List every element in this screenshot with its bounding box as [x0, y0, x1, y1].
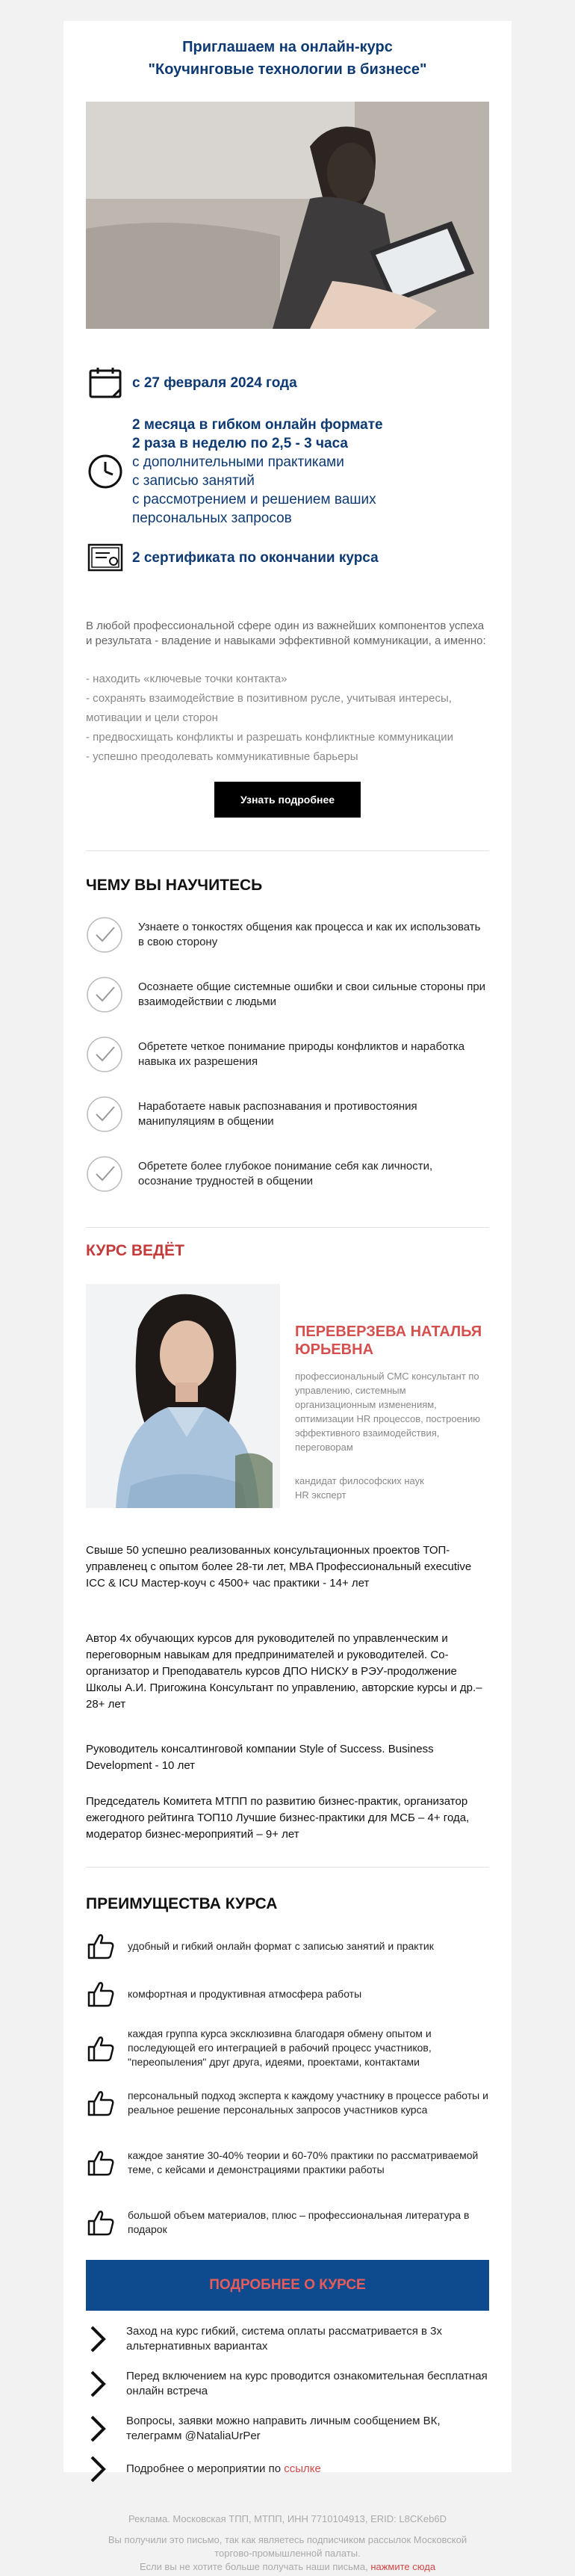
list-item — [86, 1096, 489, 1133]
check-circle-icon — [86, 1036, 123, 1073]
teacher-bio-4: Председатель Комитета МТПП по развитию бизнес-практик, организатор ежегодного рейтинга ТОП10 Лучшие бизнес-практики для МСБ – 4+ года, модератор бизнес-мероприятий – 9+ лет — [86, 1795, 470, 1841]
teacher-bio-2: Автор 4х обучающих курсов для руководителей по управленческим и переговорным навыкам для предпринимателей и руководителей. Со-организатор и Преподаватель курсов ДПО НИСКУ в РЭУ-продолжение Школы А.И. Пригожина Консультант по управлению, авторские курсы и др.– 28+ лет — [86, 1632, 482, 1711]
feature-date-text: с 27 февраля 2024 года — [132, 374, 297, 391]
format-line-3: с дополнительными практиками — [132, 454, 344, 470]
thumbs-up-icon — [86, 2033, 116, 2063]
list-item — [86, 1931, 489, 1961]
check-circle-icon — [86, 1155, 123, 1193]
hero-image — [86, 102, 489, 329]
learn-item-text: Наработаете навык распознавания и противостояния манипуляциям в общении — [138, 1100, 417, 1128]
advantage-text: большой объем материалов, плюс – профессиональная литература в подарок — [128, 2209, 470, 2235]
teacher-degrees — [295, 1474, 482, 1502]
teacher-degree-2: HR эксперт — [295, 1489, 346, 1501]
list-item: - находить «ключевые точки контакта» — [86, 673, 288, 685]
list-item — [86, 2148, 489, 2178]
learn-item-text: Обретете четкое понимание природы конфликтов и наработка навыка их разрешения — [138, 1040, 465, 1068]
thumbs-up-icon — [86, 2148, 116, 2178]
advantage-text: каждая группа курса эксклюзивна благодаря обмену опытом и последующей его интеграцией в рабочий процесс участников, "переопыления" друг друга, идеями, проектами, контактами — [128, 2027, 432, 2068]
teacher-name: ПЕРЕВЕРЗЕВА НАТАЛЬЯ ЮРЬЕВНА — [295, 1323, 482, 1358]
thumbs-up-icon — [86, 2088, 116, 2118]
format-line-2: 2 раза в неделю по 2,5 - 3 часа — [132, 436, 348, 451]
info-text — [126, 2462, 321, 2477]
list-item — [86, 2369, 489, 2399]
chevron-right-icon — [86, 2324, 108, 2354]
teacher-heading: КУРС ВЕДЁТ — [86, 1242, 184, 1259]
footer-ad: Реклама. Московская ТПП, МТПП, ИНН 7710104913, ERID: L8CKeb6D — [128, 2513, 447, 2524]
check-circle-icon — [86, 976, 123, 1013]
list-item — [86, 2027, 489, 2069]
list-item — [86, 2454, 489, 2484]
chevron-right-icon — [86, 2369, 108, 2399]
learn-more-button[interactable]: Узнать подробнее — [214, 782, 361, 818]
learn-item-text: Обретете более глубокое понимание себя как личности, осознание трудностей в общении — [138, 1160, 433, 1187]
list-item — [86, 2208, 489, 2237]
intro-bullets — [86, 670, 489, 767]
divider — [86, 1227, 489, 1228]
format-line-5: с рассмотрением и решением ваших — [132, 492, 376, 507]
info-text: Заход на курс гибкий, система оплаты рассматривается в 3х альтернативных вариантах — [126, 2325, 442, 2353]
thumbs-up-icon — [86, 1979, 116, 2009]
unsubscribe-link[interactable]: нажмите сюда — [370, 2561, 436, 2572]
footer-subscription — [63, 2533, 512, 2574]
advantage-text: каждое занятие 30-40% теории и 60-70% практики по рассматриваемой теме, с кейсами и демонстрациями практики работы — [128, 2149, 479, 2175]
list-item — [86, 1036, 489, 1073]
teacher-bio-1: Свыше 50 успешно реализованных консультационных проектов ТОП-управленец с опытом более 28-ти лет, MBA Профессиональный executive ICC & ICU Мастер-коуч с 4500+ час практики - 14+ лет — [86, 1544, 472, 1590]
thumbs-up-icon — [86, 1931, 116, 1961]
chevron-right-icon — [86, 2454, 108, 2484]
learn-item-text: Узнаете о тонкостях общения как процесса и как их использовать в свою сторону — [138, 921, 481, 948]
format-line-6: персональных запросов — [132, 510, 292, 526]
learn-heading: ЧЕМУ ВЫ НАУЧИТЕСЬ — [86, 877, 263, 894]
chevron-right-icon — [86, 2414, 108, 2444]
thumbs-up-icon — [86, 2208, 116, 2237]
course-details-button[interactable]: ПОДРОБНЕЕ О КУРСЕ — [86, 2260, 489, 2311]
format-line-1: 2 месяца в гибком онлайн формате — [132, 417, 383, 433]
list-item — [86, 916, 489, 954]
calendar-icon — [86, 366, 125, 399]
email-card — [63, 21, 512, 2475]
intro-text: В любой профессиональной сфере один из важнейших компонентов успеха и результата - владение и навыками эффективной коммуникации, а именно: — [86, 620, 486, 647]
event-link[interactable]: ссылке — [284, 2462, 321, 2475]
learn-item-text: Осознаете общие системные ошибки и свои сильные стороны при взаимодействии с людьми — [138, 980, 486, 1008]
feature-certificate — [86, 543, 489, 572]
format-line-4: с записью занятий — [132, 473, 255, 489]
check-circle-icon — [86, 1096, 123, 1133]
teacher-bio-3: Руководитель консалтинговой компании Style of Success. Business Development - 10 лет — [86, 1743, 434, 1772]
info-text: Перед включением на курс проводится ознакомительная бесплатная онлайн встреча — [126, 2370, 488, 2397]
footer-sub-line-2: торгово-промышленной палаты. — [214, 2548, 361, 2559]
feature-date — [86, 366, 489, 399]
list-item: - предвосхищать конфликты и разрешать конфликтные коммуникации — [86, 731, 453, 744]
page-title — [86, 36, 489, 81]
teacher-description: профессиональный CMC консультант по управлению, системным организационным изменениям, оптимизации HR процессов, построению эффективного взаимодействия, переговорам — [295, 1371, 480, 1453]
title-line-2: "Коучинговые технологии в бизнесе" — [148, 61, 427, 78]
teacher-photo — [86, 1284, 280, 1508]
list-item — [86, 1155, 489, 1193]
list-item — [86, 2414, 489, 2444]
clock-icon — [86, 454, 125, 489]
certificate-icon — [86, 543, 125, 572]
list-item — [86, 2088, 489, 2118]
feature-format — [86, 416, 489, 528]
list-item — [86, 2324, 489, 2354]
divider — [86, 850, 489, 851]
footer-sub-line-1: Вы получили это письмо, так как являетесь подписчиком рассылок Московской — [108, 2534, 467, 2545]
advantage-text: удобный и гибкий онлайн формат с записью занятий и практик — [128, 1939, 434, 1952]
check-circle-icon — [86, 916, 123, 954]
teacher-degree-1: кандидат философских наук — [295, 1475, 424, 1486]
list-item — [86, 1979, 489, 2009]
list-item: - сохранять взаимодействие в позитивном русле, учитывая интересы, мотивации и цели сторон — [86, 692, 452, 724]
divider — [86, 1867, 489, 1868]
feature-cert-text: 2 сертификата по окончании курса — [132, 549, 379, 566]
list-item — [86, 976, 489, 1013]
footer-sub-line-3: Если вы не хотите больше получать наши письма, — [139, 2561, 371, 2572]
advantage-text: комфортная и продуктивная атмосфера работы — [128, 1987, 362, 2000]
advantage-text: персональный подход эксперта к каждому участнику в процессе работы и реальное решение персональных запросов участников курса — [128, 2089, 488, 2116]
advantages-heading: ПРЕИМУЩЕСТВА КУРСА — [86, 1895, 278, 1912]
title-line-1: Приглашаем на онлайн-курс — [182, 39, 393, 55]
info-text: Вопросы, заявки можно направить личным сообщением ВК, телеграмм @NataliaUrPer — [126, 2415, 441, 2442]
list-item: - успешно преодолевать коммуникативные барьеры — [86, 750, 358, 763]
info-last-prefix: Подробнее о мероприятии по — [126, 2462, 285, 2475]
